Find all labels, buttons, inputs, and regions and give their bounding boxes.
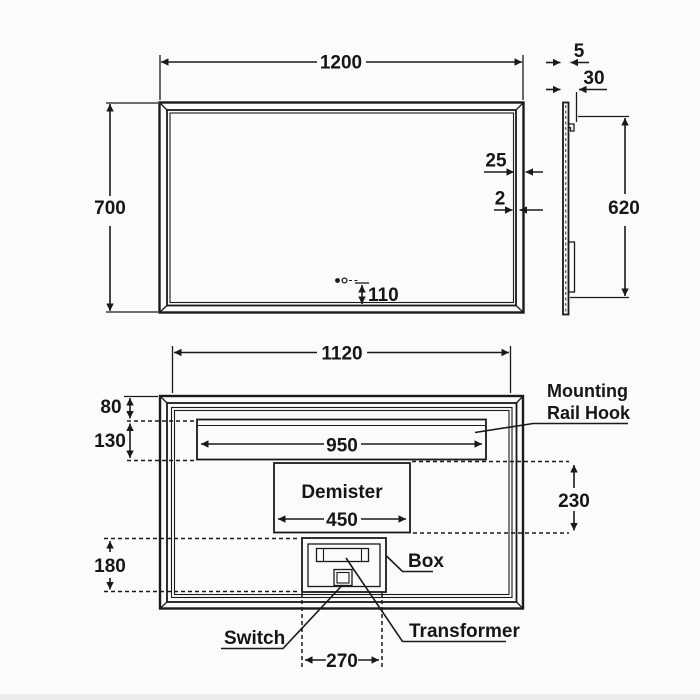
box-width-dim: 270 xyxy=(326,651,358,672)
switch-rocker xyxy=(337,573,349,584)
sensor-offset-dim: 110 xyxy=(368,285,399,306)
side-thickness-dim: 5 xyxy=(573,41,585,62)
front-inner-edge xyxy=(170,113,514,303)
front-height-dim: 700 xyxy=(94,198,126,219)
box-label: Box xyxy=(408,551,444,572)
demister-label: Demister xyxy=(301,482,383,503)
back-view xyxy=(94,344,631,673)
front-bevel-dim: 2 xyxy=(494,188,506,210)
mounting-rail-hook-label-line2: Rail Hook xyxy=(547,403,631,423)
front-frame-width-dim: 25 xyxy=(485,150,507,172)
transformer-label: Transformer xyxy=(409,621,520,642)
demister-width-dim: 450 xyxy=(326,510,358,531)
front-width-dim: 1200 xyxy=(319,52,363,74)
side-view xyxy=(546,41,640,315)
transformer-box-outer xyxy=(302,538,386,592)
sensor-dot-open xyxy=(342,278,347,283)
rail-band-height-dim: 130 xyxy=(94,431,126,452)
transformer-box-inner xyxy=(308,544,380,587)
box-height-dim: 180 xyxy=(94,556,126,577)
transformer-terminals xyxy=(324,549,362,562)
transformer-body xyxy=(317,549,369,562)
side-box-profile xyxy=(569,242,575,292)
sensor-dot-filled xyxy=(335,278,340,283)
front-view xyxy=(94,53,543,313)
switch-label: Switch xyxy=(224,628,286,649)
side-rail-height-dim: 620 xyxy=(608,198,640,219)
front-bevel-frame xyxy=(167,110,516,306)
demister-height-dim: 230 xyxy=(558,491,590,512)
mounting-rail-hook-label-line1: Mounting xyxy=(547,381,628,401)
mounting-rail-hook-leader xyxy=(475,424,628,433)
rail-top-offset-dim: 80 xyxy=(100,397,122,418)
rail-length-dim: 950 xyxy=(326,435,358,457)
side-hook-offset-dim: 30 xyxy=(583,68,605,89)
back-width-dim: 1120 xyxy=(321,343,363,365)
